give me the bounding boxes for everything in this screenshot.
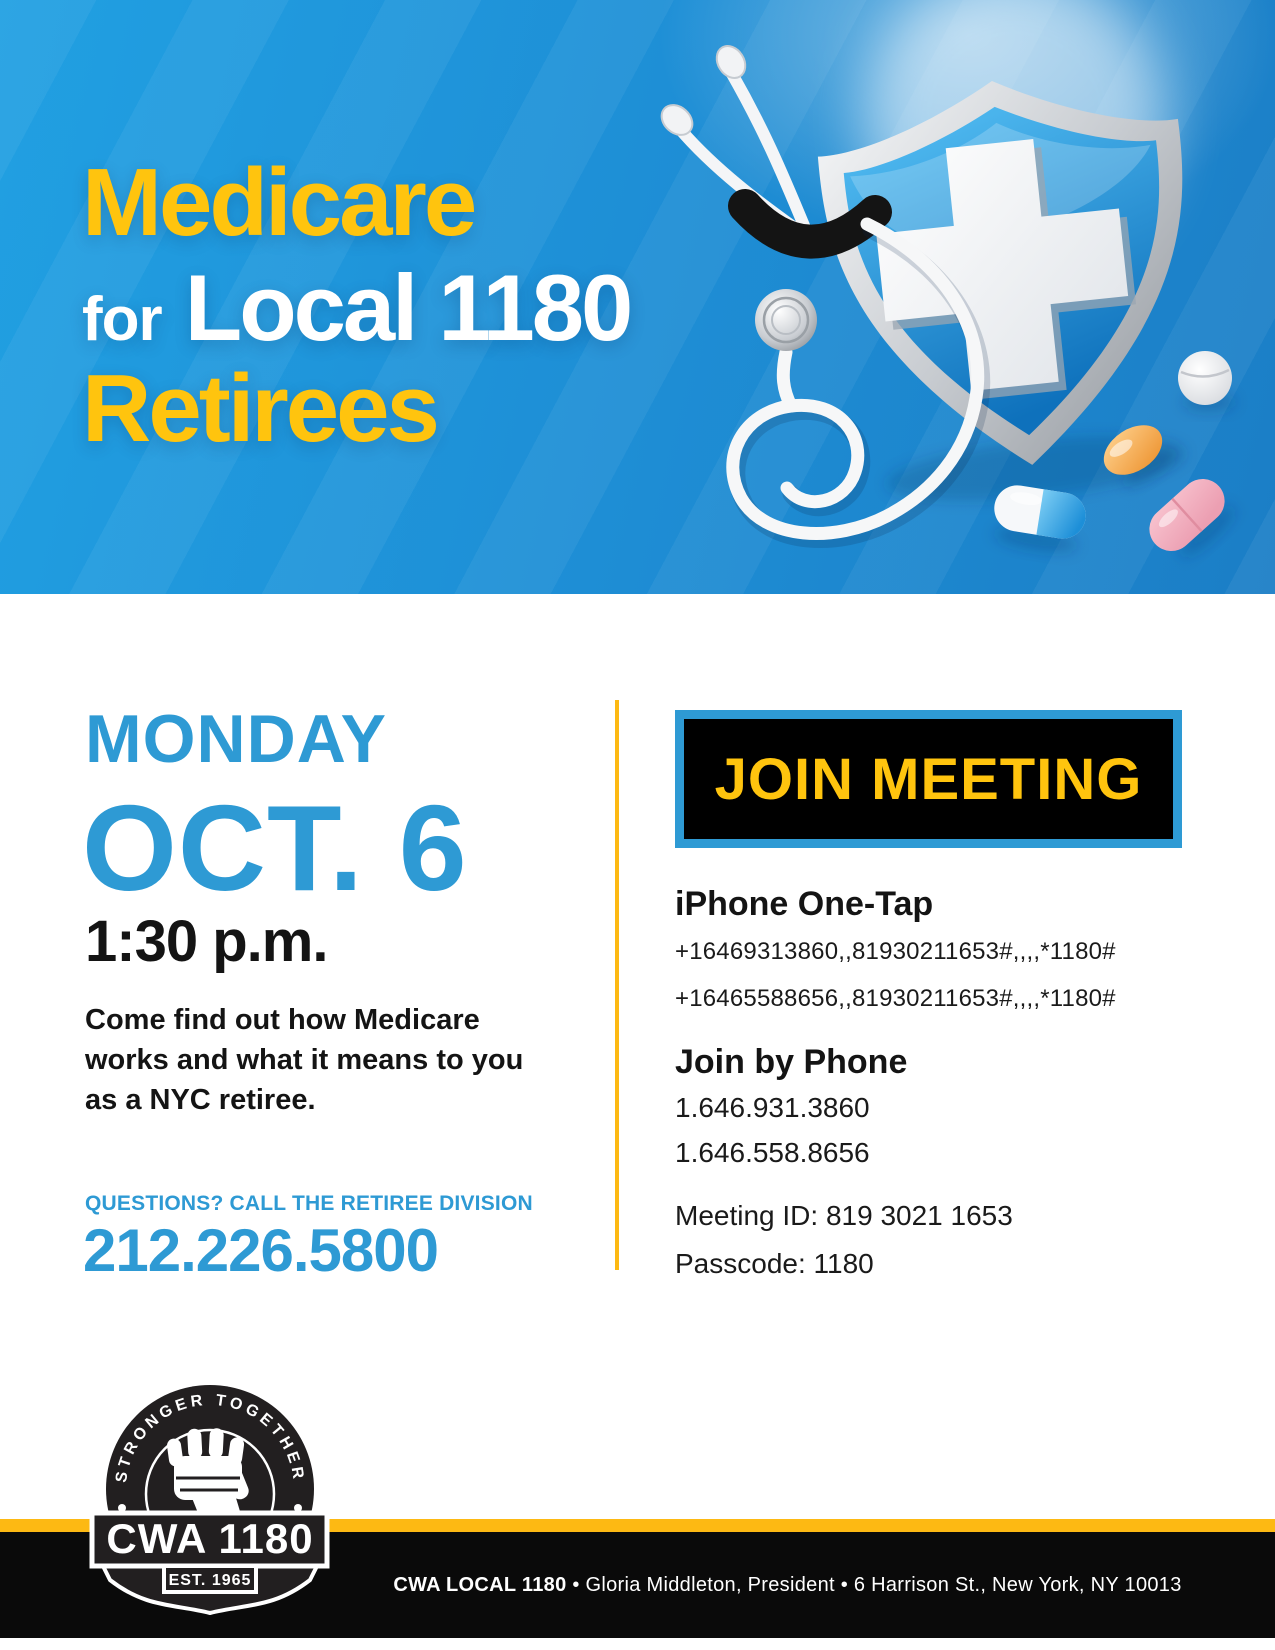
- event-description-line: Come find out how Medicare: [85, 1004, 480, 1036]
- column-divider: [615, 700, 619, 1270]
- event-time: 1:30 p.m.: [85, 909, 328, 974]
- title-line-retirees: Retirees: [82, 355, 437, 462]
- medical-illustration: [615, 0, 1275, 575]
- badge-est: EST. 1965: [168, 1572, 252, 1589]
- meeting-passcode: Passcode: 1180: [675, 1248, 874, 1279]
- event-date: OCT. 6: [82, 780, 468, 916]
- title-word-for: for: [82, 285, 162, 354]
- title-words-local-1180: Local 1180: [161, 255, 631, 360]
- footer-address: • Gloria Middleton, President • 6 Harrison St., New York, NY 10013: [566, 1573, 1182, 1596]
- event-description-line: as a NYC retiree.: [85, 1084, 316, 1116]
- event-description: [85, 1000, 605, 1120]
- one-tap-number: +16469313860,,81930211653#,,,,*1180#: [675, 938, 1116, 965]
- banner: [0, 0, 1275, 594]
- blue-capsule-icon: [989, 482, 1089, 557]
- join-meeting-label: JOIN MEETING: [714, 746, 1143, 812]
- questions-label: QUESTIONS? CALL THE RETIREE DIVISION: [85, 1192, 533, 1215]
- dial-in-number: 1.646.931.3860: [675, 1092, 870, 1123]
- join-meeting-button[interactable]: [675, 710, 1182, 848]
- one-tap-heading: iPhone One-Tap: [675, 885, 934, 923]
- meeting-id: Meeting ID: 819 3021 1653: [675, 1200, 1013, 1231]
- title-line-medicare: Medicare: [82, 149, 475, 256]
- cwa-1180-logo: [88, 1382, 332, 1617]
- event-day: MONDAY: [85, 701, 387, 777]
- flyer-title: [82, 149, 631, 462]
- title-line-local-1180: [82, 255, 631, 364]
- pink-capsule-icon: [1140, 470, 1242, 570]
- footer-text: [393, 1574, 1181, 1597]
- one-tap-number: +16465588656,,81930211653#,,,,*1180#: [675, 985, 1116, 1012]
- join-by-phone-heading: Join by Phone: [675, 1043, 908, 1081]
- badge-name: CWA 1180: [106, 1515, 314, 1562]
- event-description-line: works and what it means to you: [85, 1044, 524, 1076]
- round-tablet-icon: [1178, 351, 1235, 411]
- dial-in-number: 1.646.558.8656: [675, 1137, 870, 1168]
- retiree-division-phone: 212.226.5800: [83, 1217, 439, 1284]
- badge-arc-text: STRONGER TOGETHER: [113, 1391, 307, 1484]
- footer-org-name: CWA LOCAL 1180: [393, 1573, 567, 1596]
